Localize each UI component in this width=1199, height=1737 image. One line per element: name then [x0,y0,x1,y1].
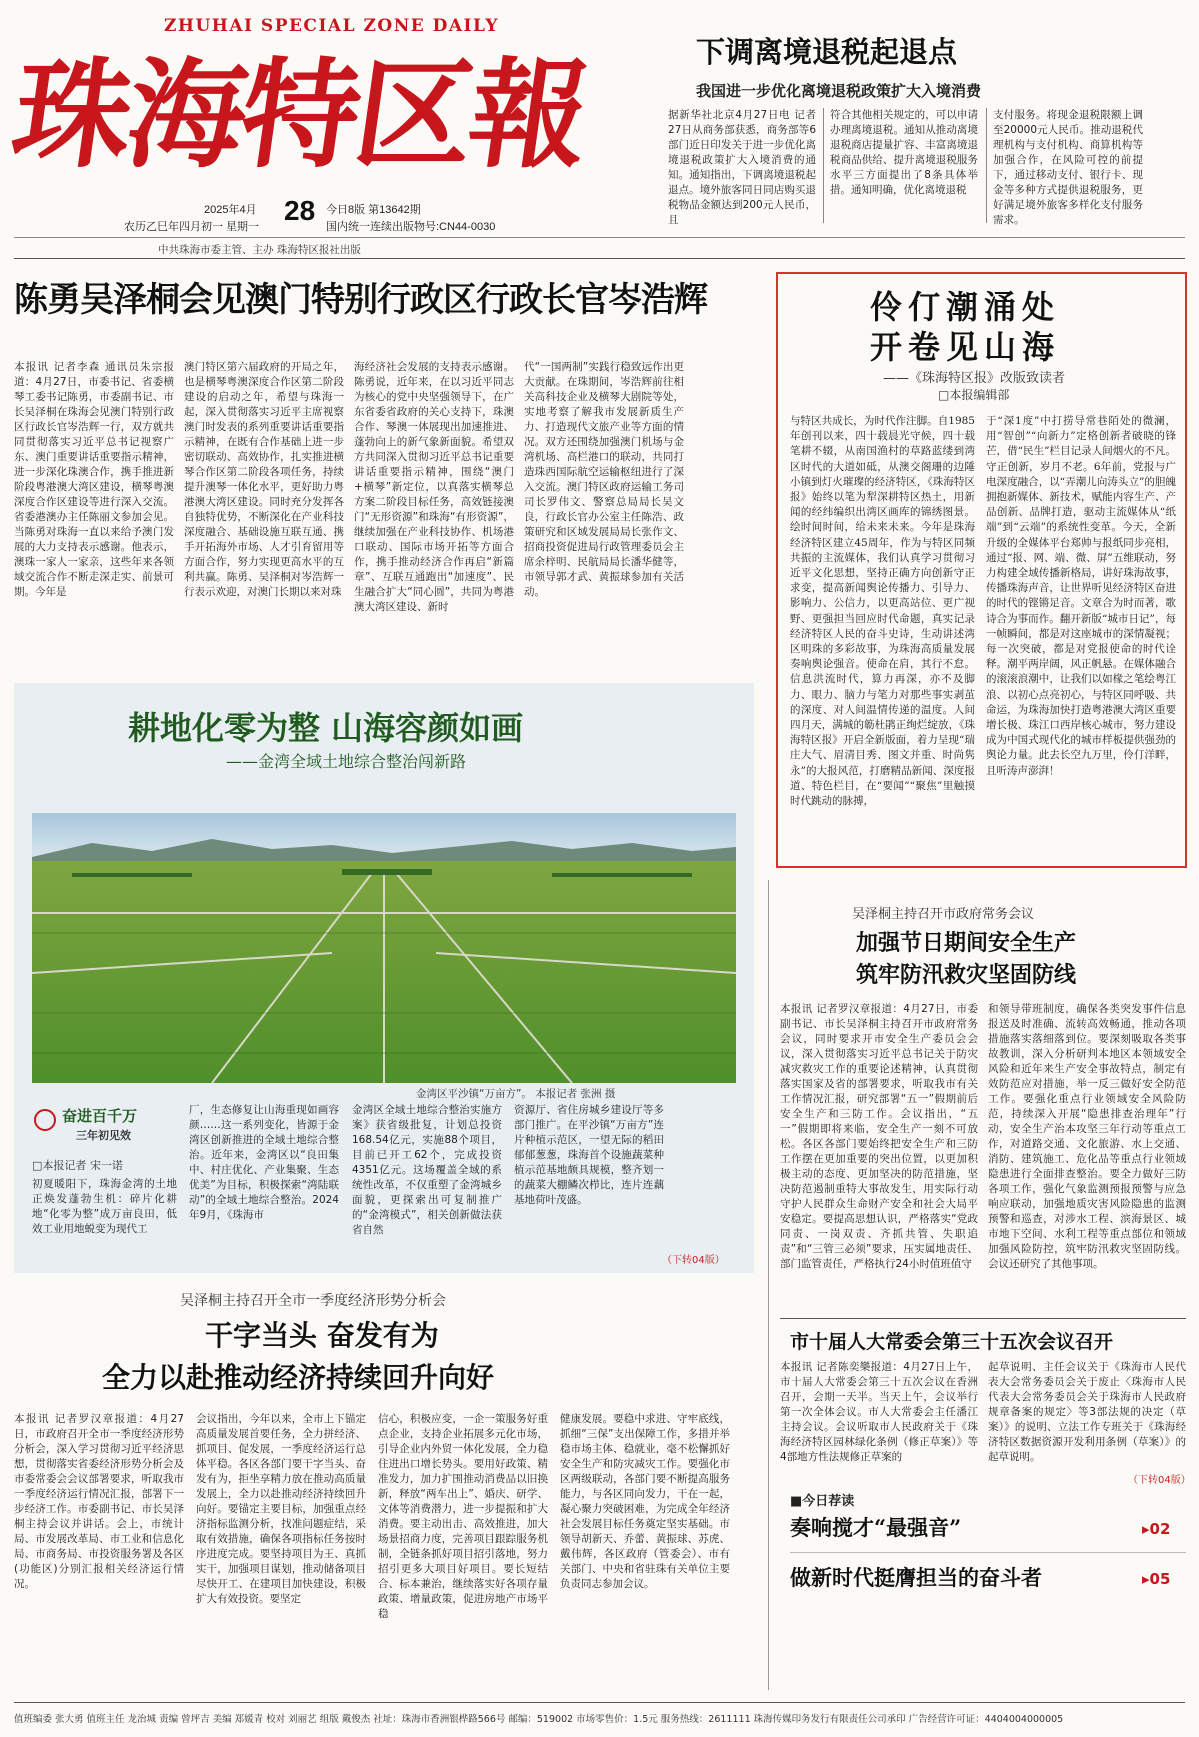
economy-col4: 健康发展。要稳中求进、守牢底线，抓细“三保”支出保障工作，多措并举稳市场主体、稳就业，毫不松懈抓好安全生产和防灾减灾工作。要强化市区两级联动，各部门要不断提高服务能力，与各区同向发力，干在一起，凝心聚力突破困难，为完成全年经济社会发展目标任务奠定坚实基础。市领导胡新天、乔蕾、黄振球、苏虎、戴伟辉，各区政府（管委会）、市有关部门、中央和省驻珠有关单位主要负责同志参加会议。 [560,1413,730,1590]
land-feature [14,683,754,1273]
issue-day: 28 [284,195,316,226]
editorial-byline: □本报编辑部 [938,388,1010,402]
safety-headline-line1[interactable]: 加强节日期间安全生产 [856,930,1077,956]
safety-col2: 和领导带班制度，确保各类突发事件信息报送及时准确、流转高效畅通，推动各项措施落实落细落到位。要深刻吸取各类事故教训，深入分析研判本地区本领域安全风险和近年来生产安全事故特点，制定有效防范应对措施，举一反三做好安全防范工作。要强化重点行业领域安全风险防范，持续深入开展“隐患排查治理年”行动，安全生产治本攻坚三年行动等重点工作，对道路交通、文化旅游、水上交通、消防、建筑施工、危化品等重点行业领域隐患进行全面排查整治。要全力做好三防各项工作，强化气象监测预报预警与应急响应联动，加强地质灾害风险隐患的监测预警和巡查，对涉水工程、滨海景区、城市地下空间、水利工程等重点部位和领域加强风险防控，筑牢防汛救灾坚固防线。会议还研究了其他事项。 [988,1003,1186,1270]
top-story-col3: 支付服务。将现金退税限额上调至20000元人民币。推动退税代理机构与支付机构、商算机构等加强合作，在风险可控的前提下，通过移动支付、银行卡、现金等多种方式提供退税服务，更好满足境外旅客多样化支付服务需求。 [993,109,1143,226]
feature-col4: 资源厅、省住房城乡建设厅等多部门推广。在平沙镇“万亩方”连片种植示范区，一望无际的稻田郁郁葱葱，珠海首个设施蔬菜种植示范基地颇具规模，整齐划一的蔬菜大棚鳞次栉比，连片连藕基地荷叶茂盛。 [514,1104,664,1206]
lead-story-headline[interactable]: 陈勇吴泽桐会见澳门特别行政区行政长官岑浩辉 [14,280,707,320]
field-photo [32,813,736,1083]
lead-story-col4: 代“一国两制”实践行稳致远作出更大贡献。在珠期间，岑浩辉前往相关高科技企业及横琴大剧院等处，实地考察了解我市发展新质生产力、打造现代文旅产业等方面的情况。双方还围绕加强澳门机场与金湾机场、高栏港口的联动，共同打造珠西国际航空运输枢纽进行了深入交流。澳门特区政府运输工务司司长罗伟文、警察总局局长吴文良，行政长官办公室主任陈浩、政策研究和区域发展局局长张作文、招商投资促进局行政管理委员会主席余梓明、民航局局长潘华健等，市领导郭才武、黄振球参加有关活动。 [524,361,684,598]
top-story-subheadline: 我国进一步优化离境退税政策扩大入境消费 [696,82,982,100]
congress-col1: 本报讯 记者陈奕樂报道：4月27日上午，市十届人大常委会第三十五次会议在香洲召开，会期一天半。当天上午，会议举行第一次全体会议。市人大常委会主任潘江主持会议。会议听取市人民政府关于《珠海经济特区园林绿化条例（修正草案）》等4部地方性法规修正草案的 [780,1361,978,1463]
divider [986,108,987,223]
congress-headline[interactable]: 市十届人大常委会第三十五次会议召开 [790,1331,1114,1353]
lead-story-col2: 澳门特区第六届政府的开局之年，也是横琴粤澳深度合作区第二阶段建设的启动之年，希望与珠海一起，深入贯彻落实习近平主席视察澳门时发表的系列重要讲话重要指示精神，在既有合作基础上进一步密切联动、高效协作，扎实推进横琴合作区第二阶段各项任务，持续提升澳琴一体化水平，更好助力粤港澳大湾区建设。同时充分发挥各自独特优势，不断深化在产业科技深度融合、基础设施互联互通、携手开拓海外市场、人才引育留用等方面合作，努力实现更高水平的互利共赢。陈勇、吴泽桐对岑浩辉一行表示欢迎，对澳门长期以来对珠 [184,361,344,598]
safety-kicker: 吴泽桐主持召开市政府常务会议 [852,907,1035,922]
top-story-headline[interactable]: 下调离境退税起退点 [696,35,958,69]
compass-icon [34,1109,56,1131]
top-story-col1: 据新华社北京4月27日电 记者27日从商务部获悉，商务部等6部门近日印发关于进一步优化离境退税政策扩大入境消费的通知。通知指出，下调离境退税起退点。境外旅客同日同店购买退税物品金额达到200元人民币，且 [668,109,816,226]
issue-number: 今日8版 第13642期 [326,204,421,216]
economy-col1: 本报讯 记者罗汉章报道：4月27日，市政府召开全市一季度经济形势分析会，深入学习贯彻习近平经济思想，贯彻落实省委经济形势分析会及市委常委会会议部署要求，听取我市一季度经济运行情况汇报，部署下一步经济工作。市委副书记、市长吴泽桐主持会议并讲话。会上，市统计局、市发展改革局、市工业和信息化局、市商务局、市投资服务署及各区(功能区)分别汇报相关经济运行情况。 [14,1413,184,1590]
feature-title[interactable]: 耕地化零为整 山海容颜如画 [128,709,524,747]
english-name: ZHUHAI SPECIAL ZONE DAILY [164,16,499,36]
badge-subtitle: 三年初见效 [76,1129,131,1142]
safety-col1: 本报讯 记者罗汉章报道：4月27日，市委副书记、市长吴泽桐主持召开市政府常务会议，同时要求开市安全生产委员会会议，深入贯彻落实习近平总书记关于防灾减灾救灾工作的重要论述精神，认真贯彻落实国家及省的部署要求，听取我市有关工作情况汇报，研究部署“五一”假期前后安全生产和三防工作。会议指出，“五一”假期即将来临，安全生产一刻不可放松。各区各部门要始终把安全生产和三防工作摆在更加重要的突出位置，以更加积极主动的态度、更加坚决的防范措施，坚决防范遏制重特大事故发生，用实际行动守护人民群众生命财产安全和社会大局平安稳定。要提高思想认识，严格落实“党政同责、一岗双责、齐抓共管、失职追责”和“三管三必须”要求，压实属地责任、部门监管责任，严格执行24小时值班值守 [780,1003,978,1270]
feature-col2: 厂，生态修复让山海重现如画容颜……这一系列变化，皆源于金湾区创新推进的全域土地综合整治。近年来，金湾区以“良田集中、村庄优化、产业集聚、生态优美”为目标，积极探索“湾陆联动”的全域土地综合整治。2024年9月，《珠海市 [189,1104,339,1221]
feature-col1: 初夏暖阳下，珠海金湾的土地正焕发蓬勃生机：碎片化耕地“化零为整”成万亩良田，低效工业用地蜕变为现代工 [32,1178,177,1235]
editorial-col2: 于“深1度”中打捞导常巷陌处的微澜，用“智创”“向新力”定格创新者破晓的锋芒，借“民生”栏目记录人间烟火的不凡。守正创新，岁月不老。6年前，党报与广电深度融合，以“弄潮儿向涛头立”的胆魄拥抱新媒体、新技术，赋能内容生产、产品创新、品牌打造，驱动主流媒体从“纸端”到“云端”的系统性变革。今天，全新升级的全媒体平台郑帅与报纸同步亮相，通过“报、网、端、微、屏”五维联动，努力构建全域传播新格局，讲好珠海故事，传播珠海声音，让世界听见经济特区奋进的时代的铿锵足音。文章合为时而著，歌诗合为事而作。翻开新版“城市日记”，每一帧瞬间，都是对这座城市的深情凝视；每一次突破，都是对党报使命的时代诠释。潮平两岸阔，风正帆悬。在媒体融合的滚滚浪潮中，让我们以如椽之笔绘粤江浪、以初心点亮初心，与特区同呼吸、共命运，为珠海加快打造粤港澳大湾区重要增长极、珠江口西岸核心城市，努力建设成为中国式现代化的城市样板提供强劲的舆论力量。此去长空九万里，伶仃洋畔，且听涛声澎湃！ [986,415,1176,777]
lead-story-col1: 本报讯 记者李森 通讯员朱宗报道：4月27日，市委书记、省委横琴工委书记陈勇，市委副书记、市长吴泽桐在珠海会见澳门特别行政区行政长官岑浩辉一行，双方就共同贯彻落实习近平总书记视察广东、澳门重要讲话重要指示精神，进一步深化珠澳合作，携手推进新阶段粤港澳大湾区建设，横琴粤澳深度合作区建设等进行深入交流。省委港澳办主任陈丽文参加会见。当陈勇对珠海一直以来给予澳门发展的大力支持表示感谢。他表示，澳珠一家人一家亲，这些年来各领域交流合作不断走深走实、前景可期。今年是 [14,361,174,598]
economy-col2: 会议指出，今年以来，全市上下锚定高质量发展首要任务，全力拼经济、抓项目、促发展，一季度经济运行总体平稳。各区各部门要干字当头、奋发有为，拒坐享精力放在推动高质量发展上，全力以赴推动经济持续回升向好。要锚定主要目标，加强重点经济指标监测分析，找准问题症结，采取有效措施，确保各项指标任务按时序进度完成。要坚持项目为王、真抓实干，加强项目谋划，推动储备项目尽快开工、在建项目加快建设，积极扩大有效投资。要坚定 [196,1413,366,1605]
top-story [668,30,1188,230]
series-badge [32,1103,162,1151]
masthead [4,8,654,238]
masthead-rule [14,258,1185,259]
editorial-title-line1[interactable]: 伶仃潮涌处 [870,288,1061,326]
editorial-col1: 与特区共成长，为时代作注脚。自1985年创刊以来，四十载晨光守候，四十载笔耕不辍，从南国渔村的草路蓝缕到湾区时代的大道如砥，从澳交阁珊的边陲小镇到灯火璀璨的经济特区，《珠海特区报》始终以笔为犁深耕特区热土，用新闻的经纬编织出湾区画库的锦绣图景。绘时间时间，给未来未来。今年是珠海经济特区建立45周年，作为与特区同频共振的主流媒体，我们认真学习贯彻习近平文化思想，坚持正确方向创新守正求变，提高新闻舆论传播力、引导力、影响力、公信力，以更高站位、更广视野、更强担当回应时代命题，真实记录经济特区人民的奋斗史诗，生动讲述湾区明珠的多彩故事，为珠海高质量发展奏响舆论强音。使命在肩，其行不怠。信息洪流时代，算力再深，亦不及脚力、眼力、脑力与笔力对那些事实剥茧的深度、对人间温情传递的温度。人间四月天，满城的簕杜鹃正绚烂绽放，《珠海特区报》开启全新版面，着力呈现“瑞庄大气、眉清目秀、图文并重、时尚隽永”的大报风范，打磨精品新闻、深度报道、特色栏目，在“要闻”“聚焦”里触摸时代跳动的脉搏， [790,415,975,808]
issue-date: 2025年4月 [204,204,257,216]
cn-number: 国内统一连续出版物号:CN44-0030 [326,221,496,233]
feature-subtitle: ——金湾全域土地综合整治闯新路 [226,752,467,771]
footer-rule [14,1702,1185,1703]
preview-divider [790,1552,1186,1553]
top-story-col2: 符合其他相关规定的，可以申请办理离境退税。通知从推动离境退税商店提量扩容、丰富离境退税商品供给、提升离境退税服务水平三方面提出了8条具体举措。通知明确，优化离境退税 [830,109,978,196]
congress-col2: 起草说明、主任会议关于《珠海市人民代表大会常务委员会关于废止〈珠海市人民代表大会常务委员会关于珠海市人民政府规章备案的规定〉等3部法规的决定（草案）》的说明、立法工作专班关于《珠海经济特区数据资源开发利用条例（草案）》的起草说明。 [988,1361,1186,1463]
preview-item-2[interactable]: 做新时代挺膺担当的奋斗者 [790,1565,1042,1590]
preview-item-2-page[interactable]: ▸05 [1142,1570,1171,1588]
economy-headline-line2[interactable]: 全力以赴推动经济持续回升向好 [102,1361,495,1394]
economy-headline-line1[interactable]: 干字当头 奋发有为 [205,1319,439,1352]
photo-caption: 金湾区平沙镇“万亩方”。 本报记者 张洲 摄 [416,1088,616,1100]
editorial-title-line2[interactable]: 开卷见山海 [870,328,1061,366]
divider [823,108,824,223]
section-rule [780,1318,1186,1319]
feature-byline: □本报记者 宋一诺 [32,1159,123,1172]
masthead-rule [14,237,1185,238]
lunar-date: 农历乙巳年四月初一 星期一 [124,221,260,233]
editorial-subtitle: ——《珠海特区报》改版致读者 [883,371,1066,386]
preview-item-1[interactable]: 奏响搅才“最强音” [790,1515,962,1540]
column-divider [768,880,769,1690]
continued-note: （下转04版） [662,1255,725,1266]
editorial-box [776,272,1187,868]
sponsor-line: 中共珠海市委主管、主办 珠海特区报社出版 [158,244,361,256]
masthead-logo: 珠海特区報 [4,45,594,184]
congress-continued-note: （下转04版） [1128,1475,1191,1486]
today-preview [780,1490,1186,1690]
lead-story-col3: 海经济社会发展的支持表示感谢。陈勇说，近年来，在以习近平同志为核心的党中央坚强领导下，在广东省委省政府的关心支持下，珠澳合作、琴澳一体展现出加速推进、蓬勃向上的新气象新面貌。希望双方共同深入贯彻习近平总书记重要讲话重要指示精神，围绕“澳门+横琴”新定位，以真落实横琴总方案二阶段目标任务，高效链接澳门“无形资源”和珠海“有形资源”，继续加强在产业科技协作、机场港口联动、国际市场开拓等方面合作，携手推动经济合作再启“新篇章”、互联互通跑出“加速度”、民生融合扩大“同心圆”，共同为粤港澳大湾区建设、新时 [354,361,514,613]
footer-credits: 值班编委 张大勇 值班主任 龙治城 责编 曾坪吉 美编 郑媛青 校对 刘丽艺 组版 戴俊杰 社址：珠海市香洲银桦路566号 邮编：519002 市场零售价：1.5元 服务热线：2611111 珠海传媒印务发行有限责任公司承印 广告经营许可证：4404004000005 [14,1714,1064,1725]
safety-headline-line2[interactable]: 筑牢防汛救灾坚固防线 [856,962,1077,988]
economy-kicker: 吴泽桐主持召开全市一季度经济形势分析会 [180,1293,446,1309]
preview-item-1-page[interactable]: ▸02 [1142,1520,1171,1538]
badge-title: 奋进百千万 [62,1107,138,1125]
economy-col3: 信心，积极应变，一企一策服务好重点企业，支持企业拓展多元化市场，引导企业内外贸一体化发展，全力稳住进出口增长势头。要用好政策、精准发力，加力扩围推动消费品以旧换新，释放“两车出上”、婚庆、研学、文体等消费潜力，进一步提振和扩大消费。要主动出击、高效推进，加大场景招商力度，完善项目跟踪服务机制，全链条抓好项目招引落地，努力招引更多大项目好项目。要长短结合、标本兼治，继续落实好各项存量政策、增量政策，促进房地产市场平稳 [378,1413,548,1620]
feature-col3: 金湾区全域土地综合整治实施方案》获省级批复，计划总投资168.54亿元，实施88个项目，目前已开工62个，完成投资4351亿元。这场覆盖全域的系统性改革，不仅重塑了金湾城乡面貌，更探索出可复制推广的“金湾模式”，相关创新做法获省自然 [352,1104,502,1236]
preview-label: ■今日荐读 [790,1494,855,1509]
